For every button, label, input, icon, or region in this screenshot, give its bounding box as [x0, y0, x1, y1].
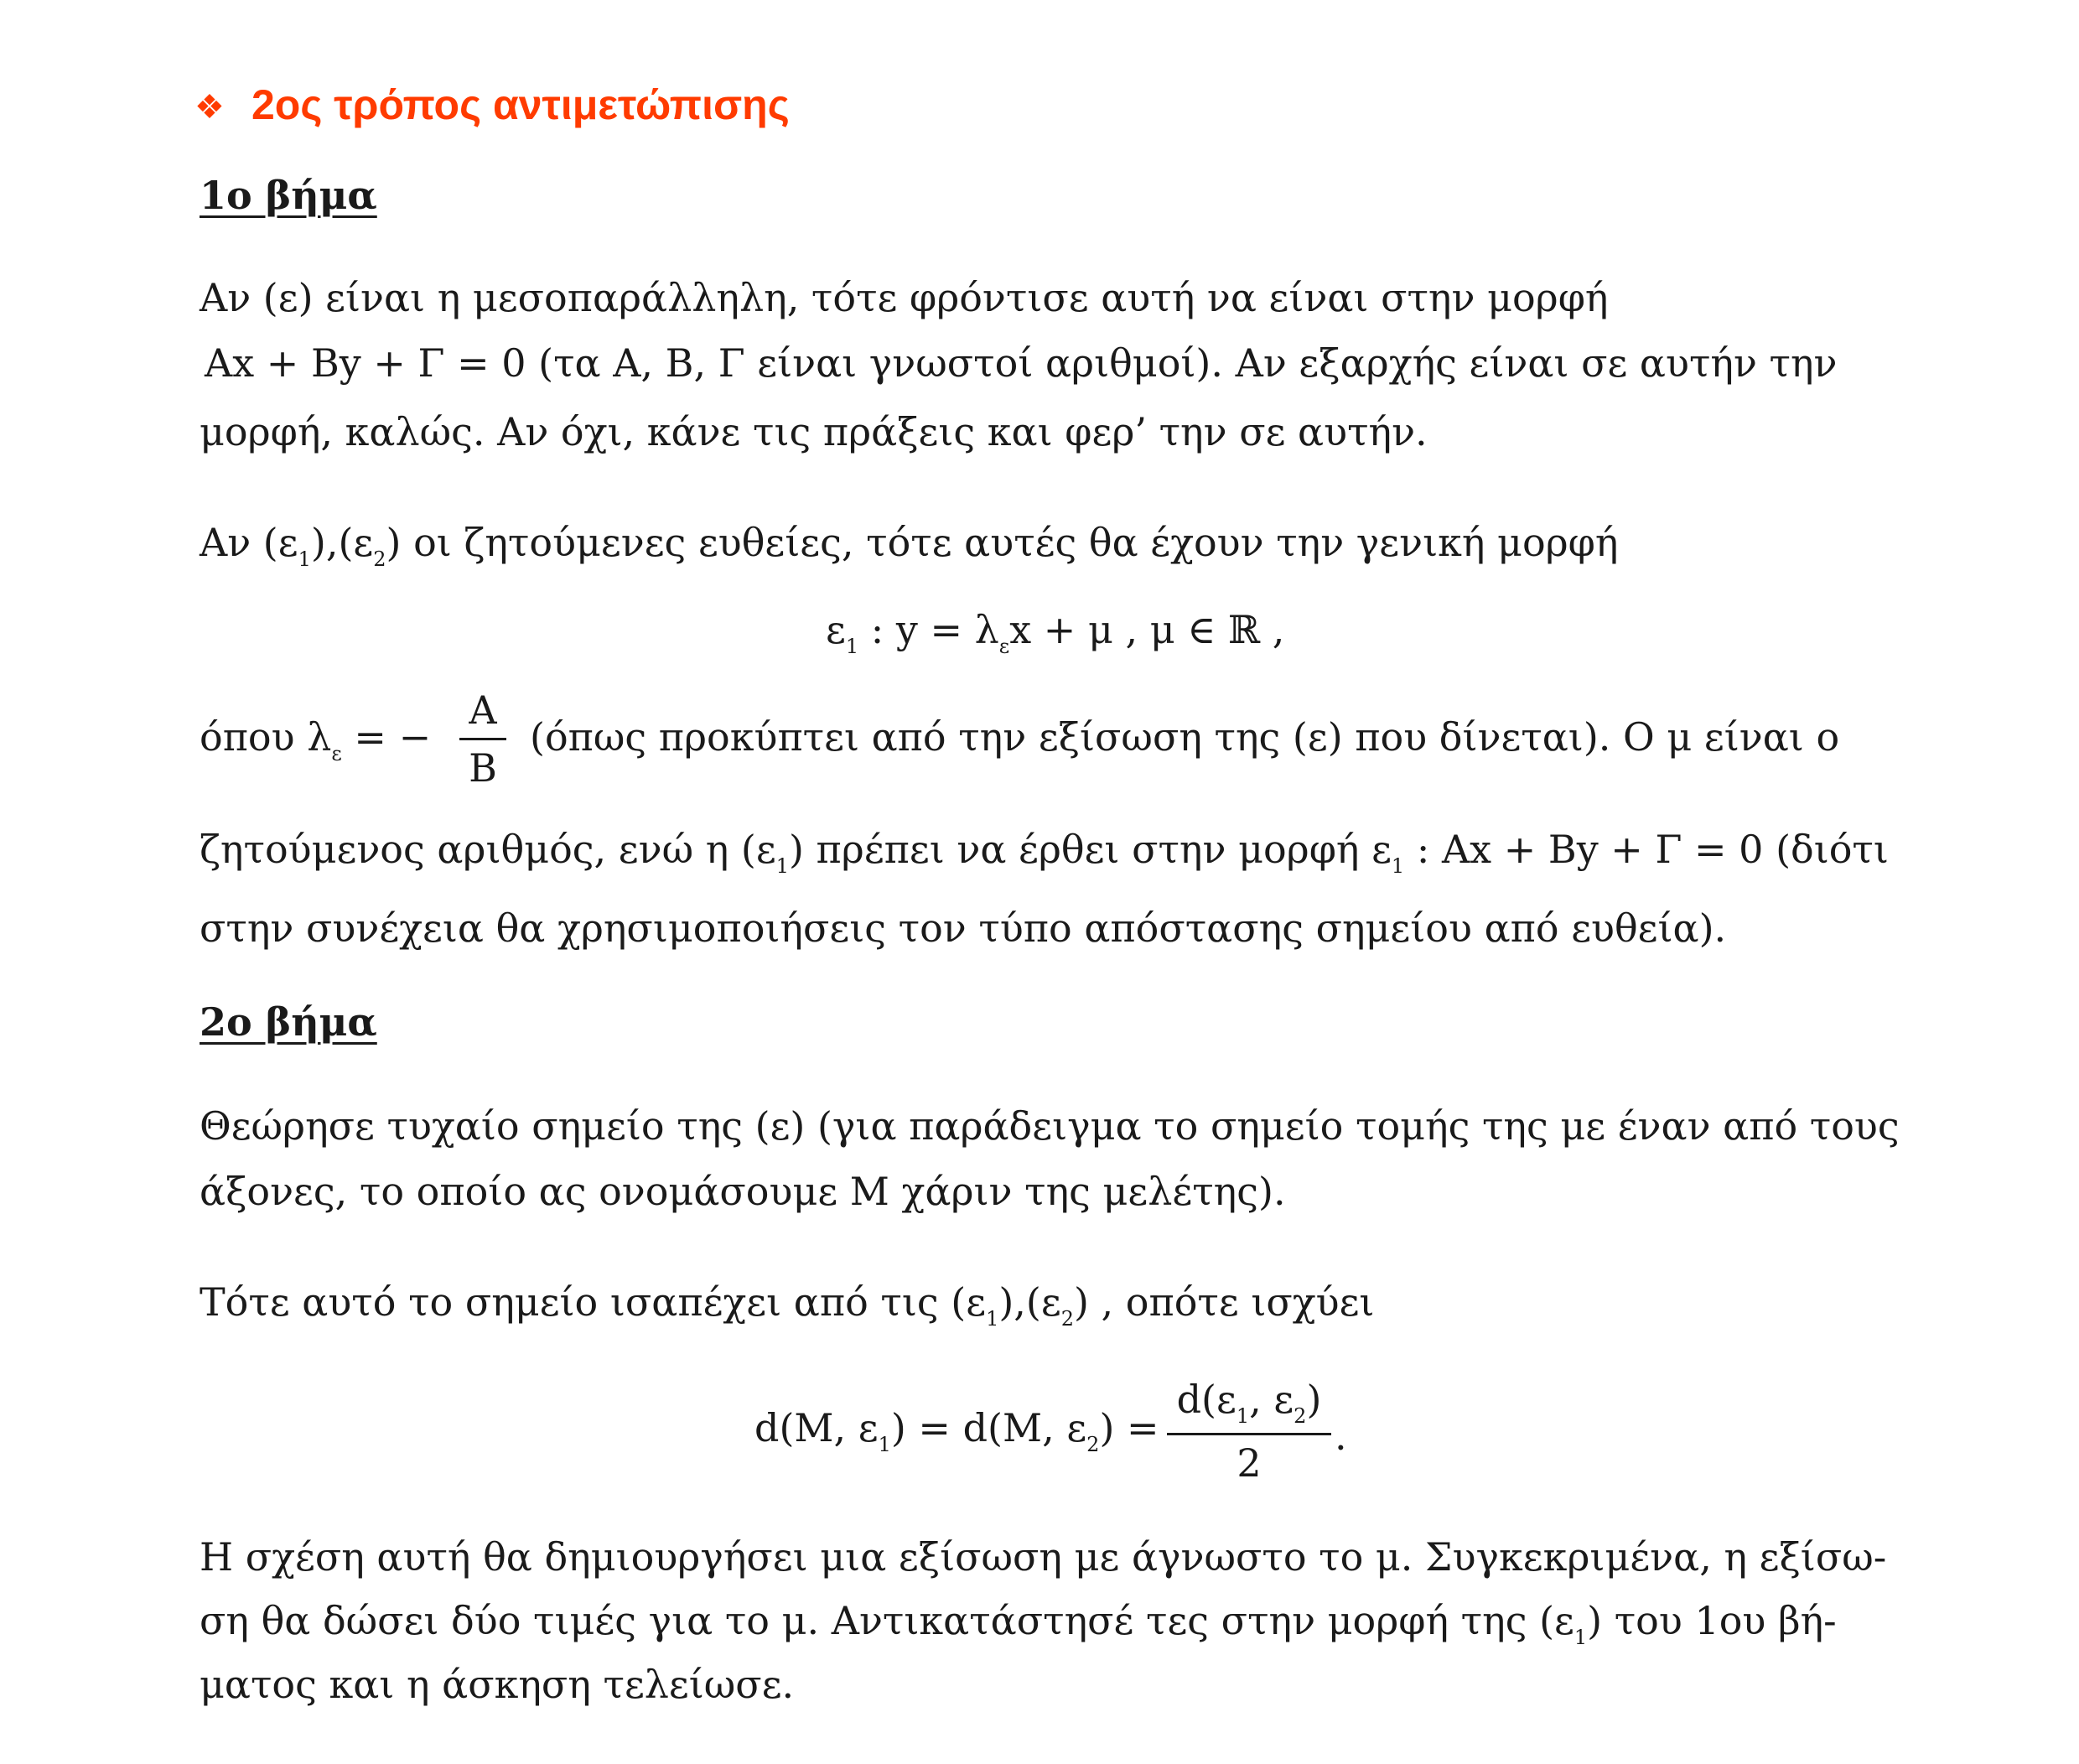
step1-lines-sentence: Αν $(\varepsilon_1),(\varepsilon_2)$ οι ζητούμενες ευθείες, τότε αυτές θα έχουν την γενική μορφή — [200, 520, 1619, 571]
general-form-equation: $\varepsilon_1$ : $y = \lambda_\varepsilon x + \mu$ , μ ∈ ℝ , — [826, 607, 1285, 658]
step-1-heading: 1ο βήμα — [200, 173, 377, 218]
step2-equidistance-sentence: Τότε αυτό το σημείο ισαπέχει από τις $(\varepsilon_1),(\varepsilon_2)$ , οπότε ισχύει — [200, 1279, 1375, 1331]
slope-explanation: (όπως προκύπτει από την εξίσωση της (ε) που δίνεται). Ο μ είναι ο — [530, 714, 1840, 760]
fraction-bar — [1167, 1433, 1331, 1435]
diamond-bullet-icon: ❖ — [194, 88, 225, 127]
step2-paragraph-line: Η σχέση αυτή θα δημιουργήσει μια εξίσωση με άγνωστο το μ. Συγκεκριμένα, η εξίσω- — [200, 1534, 1887, 1580]
step2-substitution-line: ση θα δώσει δύο τιμές για το μ. Αντικατάστησέ τες στην μορφή της $(\varepsilon_1)$ του 1ου βή- — [200, 1598, 1837, 1649]
fraction-numerator: A — [469, 687, 497, 733]
fraction-numerator: $d(\varepsilon_1$, $\varepsilon_2$) — [1176, 1377, 1322, 1428]
step1-paragraph-line: μορφή, καλώς. Αν όχι, κάνε τις πράξεις και φερ’ την σε αυτήν. — [200, 409, 1428, 454]
fraction-bar — [459, 738, 506, 740]
step1-form-sentence: ζητούμενος αριθμός, ενώ η $(\varepsilon_1)$ πρέπει να έρθει στην μορφή $\varepsilon_1$ : Ax + By + Γ = 0 (διότι — [200, 827, 1889, 878]
distance-fraction — [1167, 1377, 1331, 1486]
step1-paragraph-line: Αν (ε) είναι η μεσοπαράλληλη, τότε φρόντισε αυτή να είναι στην μορφή — [200, 275, 1609, 320]
fraction-denominator: 2 — [1237, 1440, 1262, 1486]
section-title: 2ος τρόπος αντιμετώπισης — [251, 81, 790, 128]
step1-paragraph-line: Ax + By + Γ = 0 (τα Α, Β, Γ είναι γνωστοί αριθμοί). Αν εξαρχής είναι σε αυτήν την — [205, 340, 1838, 386]
step2-paragraph-line: Θεώρησε τυχαίο σημείο της (ε) (για παράδειγμα το σημείο τομής της με έναν από τους — [200, 1103, 1900, 1149]
step1-paragraph-line: στην συνέχεια θα χρησιμοποιήσεις τον τύπο απόστασης σημείου από ευθεία). — [200, 905, 1727, 951]
equation-period: . — [1335, 1414, 1347, 1459]
fraction-denominator: B — [469, 745, 497, 791]
slope-fraction — [459, 687, 506, 791]
step-2-heading: 2ο βήμα — [200, 999, 377, 1045]
step2-paragraph-line: άξονες, το οποίο ας ονομάσουμε Μ χάριν της μελέτης). — [200, 1169, 1286, 1214]
slope-definition: όπου $\lambda_\varepsilon$ = − — [200, 714, 432, 765]
distance-equation: d(M, $\varepsilon_1) = d(M$, $\varepsilon_2$) = — [754, 1405, 1159, 1456]
step2-paragraph-line: ματος και η άσκηση τελείωσε. — [200, 1662, 795, 1707]
